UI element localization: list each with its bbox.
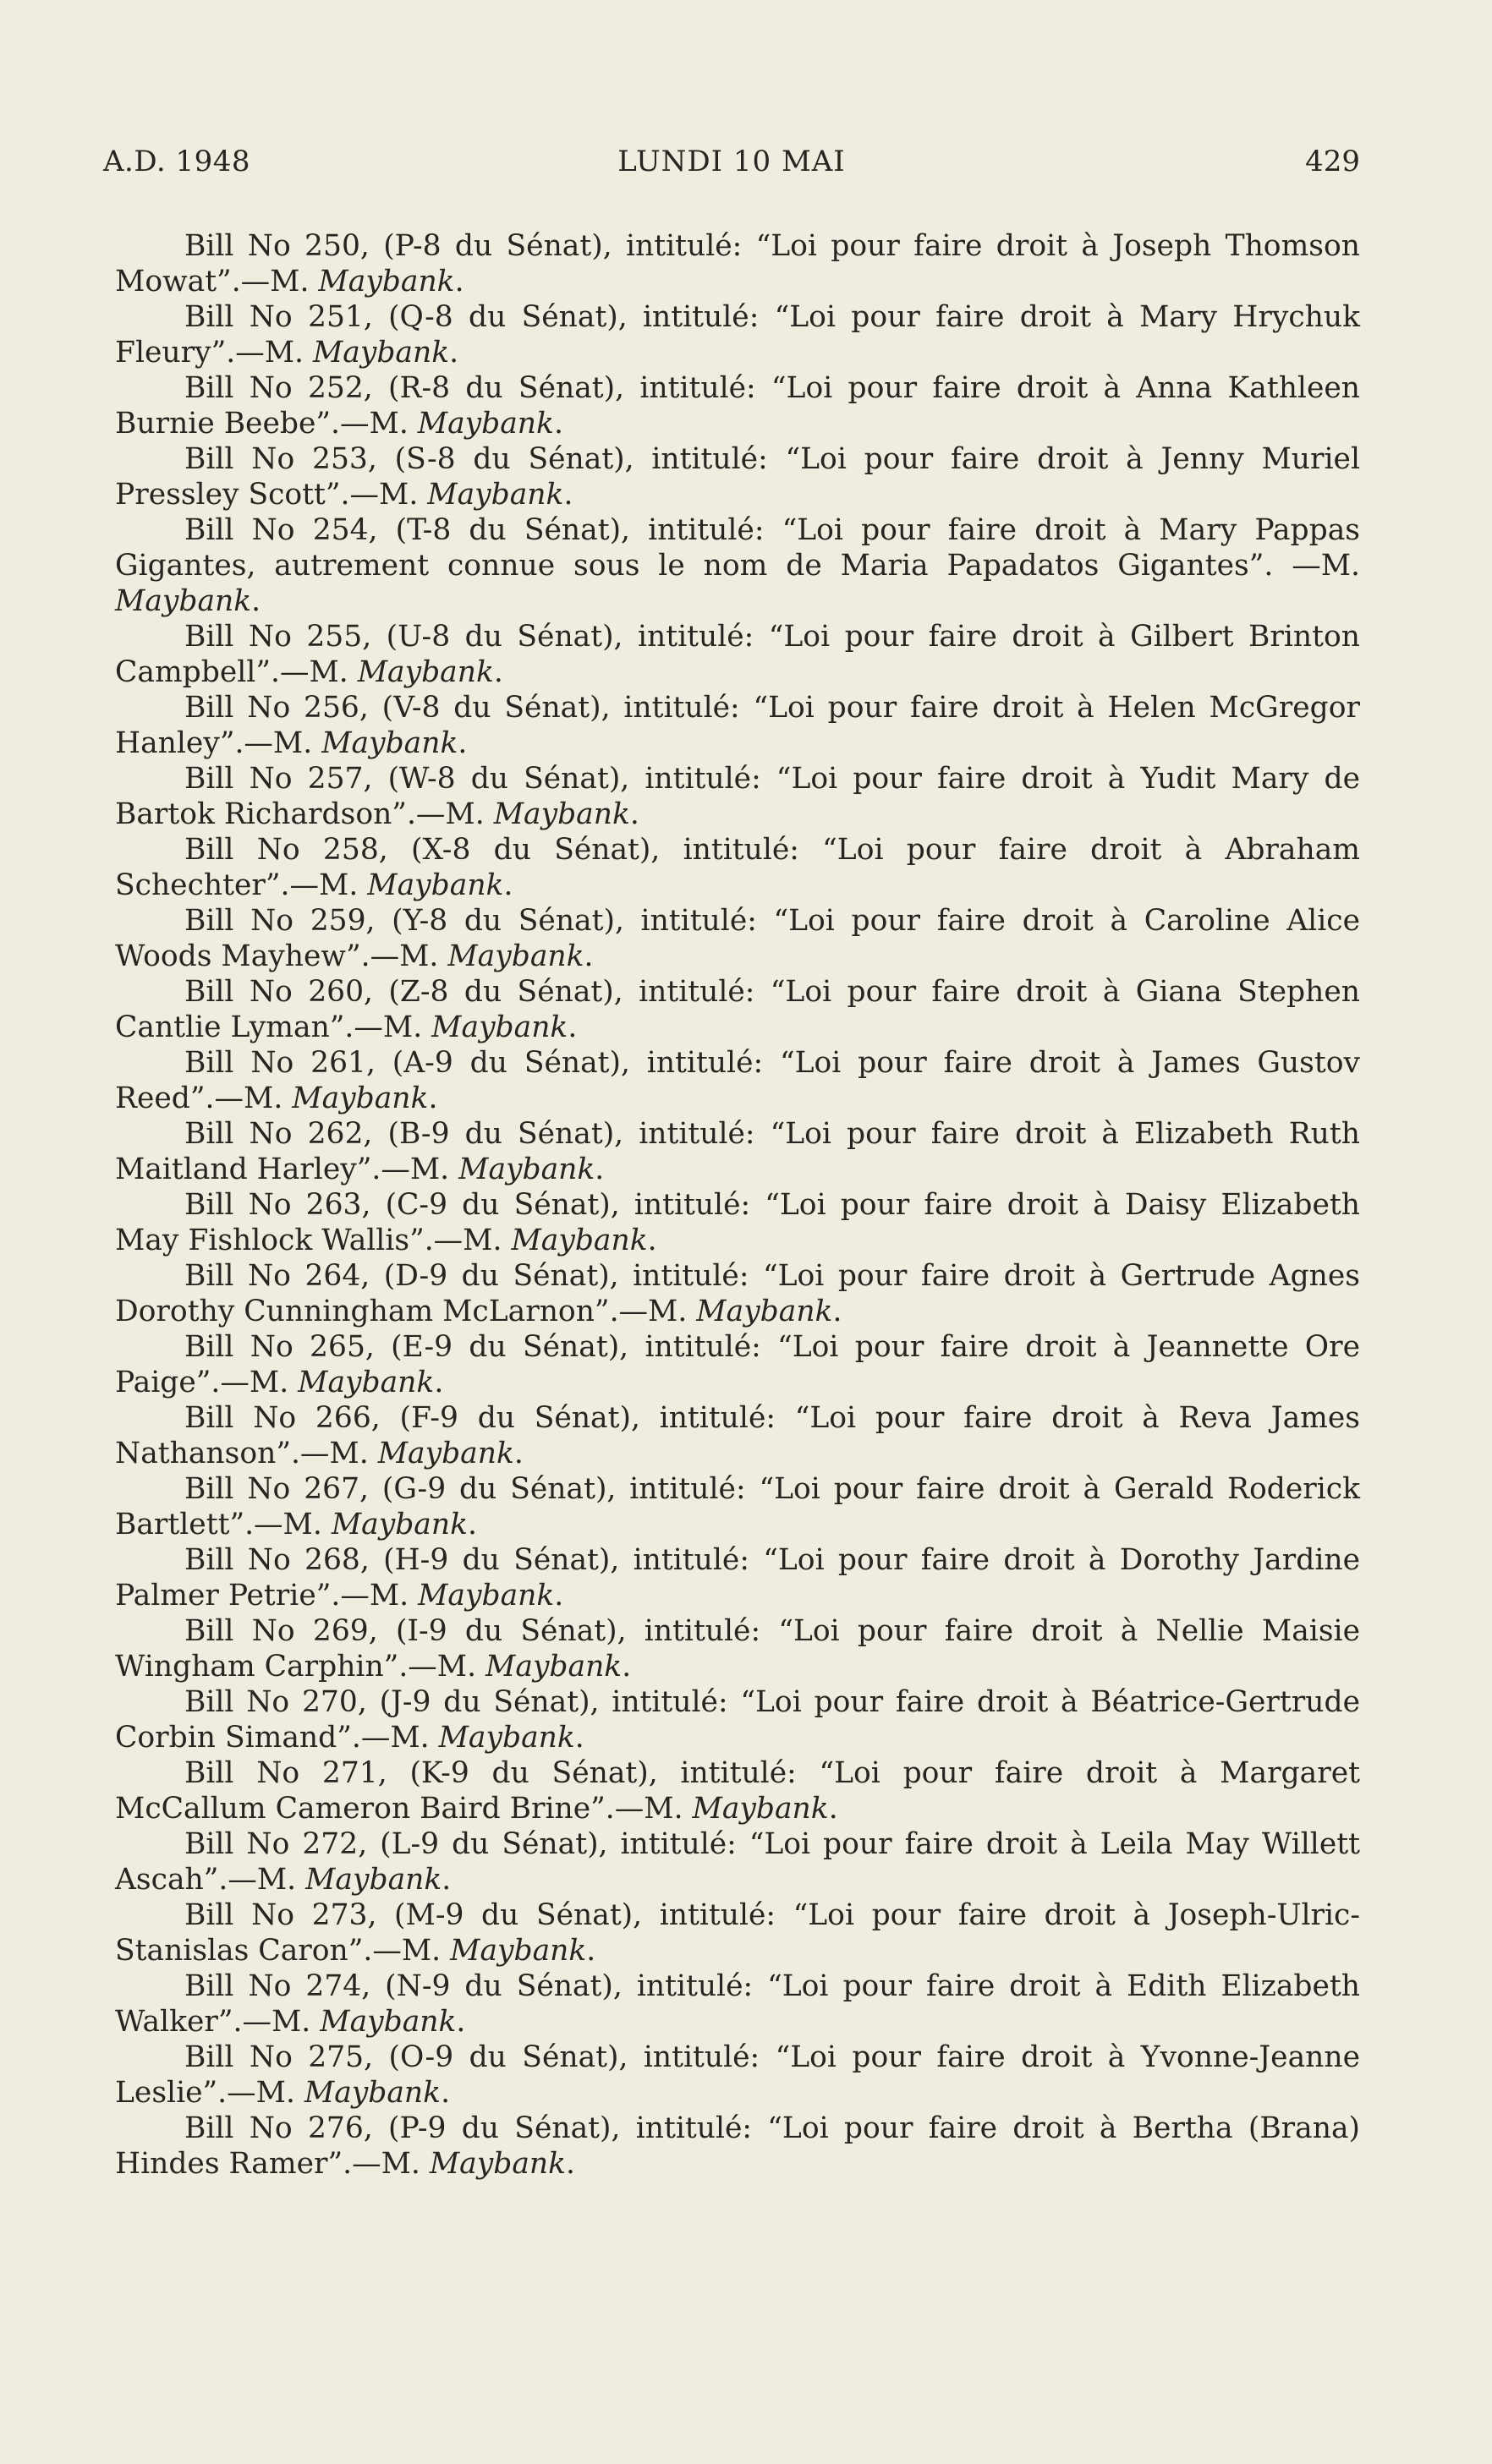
bill-end-punctuation: . (442, 1863, 452, 1897)
bill-entry (115, 1684, 1360, 1755)
bill-mover: Maybank (417, 407, 554, 441)
bill-text: Bill No 259, (Y-8 du Sénat), intitulé: “Loi pour faire droit à Caroline Alice Woods Mayhew”.—M. (115, 904, 1360, 973)
bill-entry (115, 761, 1360, 832)
header-date: LUNDI 10 MAI (617, 145, 846, 178)
bill-end-punctuation: . (434, 1366, 444, 1399)
bill-entry (115, 1471, 1360, 1542)
bill-end-punctuation: . (454, 265, 464, 298)
bill-mover: Maybank (298, 1366, 435, 1399)
bill-mover: Maybank (427, 478, 564, 512)
bill-end-punctuation: . (428, 1081, 438, 1115)
bill-entry (115, 1826, 1360, 1897)
bill-mover: Maybank (511, 1224, 648, 1257)
bill-text: Bill No 275, (O-9 du Sénat), intitulé: “Loi pour faire droit à Yvonne-Jeanne Leslie”.—M. (115, 2040, 1360, 2110)
bill-entry (115, 1968, 1360, 2040)
bill-text: Bill No 256, (V-8 du Sénat), intitulé: “Loi pour faire droit à Helen McGregor Hanley”.—M. (115, 691, 1360, 760)
bill-entry (115, 1400, 1360, 1471)
bill-entry (115, 1613, 1360, 1684)
bill-mover: Maybank (115, 584, 252, 618)
bill-end-punctuation: . (458, 726, 468, 760)
bill-end-punctuation: . (574, 1721, 584, 1755)
bill-end-punctuation: . (568, 1010, 578, 1044)
bill-mover: Maybank (431, 1010, 568, 1044)
bill-entry (115, 1187, 1360, 1258)
bill-end-punctuation: . (468, 1508, 477, 1541)
bill-end-punctuation: . (584, 939, 594, 973)
bill-text: Bill No 255, (U-8 du Sénat), intitulé: “Loi pour faire droit à Gilbert Brinton Campbell”.—M. (115, 620, 1360, 689)
bill-entry (115, 1755, 1360, 1826)
bill-entry (115, 2111, 1360, 2182)
bill-entry (115, 1116, 1360, 1187)
bill-entry (115, 512, 1360, 619)
bill-mover: Maybank (429, 2147, 567, 2181)
bill-text: Bill No 266, (F-9 du Sénat), intitulé: “Loi pour faire droit à Reva James Nathanson”.—M. (115, 1401, 1360, 1470)
bill-text: Bill No 258, (X-8 du Sénat), intitulé: “Loi pour faire droit à Abraham Schechter”.—M. (115, 833, 1360, 902)
bill-text: Bill No 274, (N-9 du Sénat), intitulé: “Loi pour faire droit à Edith Elizabeth Walker”.—M. (115, 1969, 1360, 2039)
bill-mover: Maybank (312, 336, 450, 370)
bill-mover: Maybank (418, 1579, 555, 1613)
bill-entry (115, 1045, 1360, 1116)
bill-mover: Maybank (305, 1863, 442, 1897)
bill-entry (115, 1329, 1360, 1400)
bill-end-punctuation: . (595, 1153, 605, 1186)
bill-end-punctuation: . (503, 868, 513, 902)
bill-entry (115, 228, 1360, 299)
bill-text: Bill No 263, (C-9 du Sénat), intitulé: “Loi pour faire droit à Daisy Elizabeth May Fishlock Wallis”.—M. (115, 1188, 1360, 1257)
bill-mover: Maybank (318, 265, 455, 298)
bill-entry (115, 1258, 1360, 1329)
bill-end-punctuation: . (586, 1934, 596, 1968)
bill-end-punctuation: . (513, 1437, 524, 1470)
bill-text: Bill No 250, (P-8 du Sénat), intitulé: “Loi pour faire droit à Joseph Thomson Mowat”.—M. (115, 229, 1360, 298)
bill-mover: Maybank (331, 1508, 468, 1541)
bill-mover: Maybank (447, 939, 584, 973)
bill-end-punctuation: . (251, 584, 261, 618)
bill-mover: Maybank (292, 1081, 429, 1115)
bill-text: Bill No 262, (B-9 du Sénat), intitulé: “Loi pour faire droit à Elizabeth Ruth Maitland Harley”.—M. (115, 1117, 1360, 1186)
bill-end-punctuation: . (832, 1295, 842, 1328)
bill-end-punctuation: . (553, 407, 563, 441)
bill-entry (115, 903, 1360, 974)
bill-mover: Maybank (367, 868, 504, 902)
page-header (103, 140, 1360, 183)
bill-end-punctuation: . (456, 2005, 466, 2039)
bill-end-punctuation: . (493, 655, 503, 689)
bill-mover: Maybank (692, 1792, 829, 1826)
bill-end-punctuation: . (647, 1224, 657, 1257)
bill-text: Bill No 272, (L-9 du Sénat), intitulé: “Loi pour faire droit à Leila May Willett Ascah”.—M. (115, 1827, 1360, 1897)
bill-entry (115, 832, 1360, 903)
bill-mover: Maybank (485, 1650, 623, 1684)
bill-entry (115, 1542, 1360, 1613)
bill-text: Bill No 267, (G-9 du Sénat), intitulé: “Loi pour faire droit à Gerald Roderick Bartlett”.—M. (115, 1472, 1360, 1541)
bill-text: Bill No 252, (R-8 du Sénat), intitulé: “Loi pour faire droit à Anna Kathleen Burnie Beebe”.—M. (115, 371, 1360, 441)
bill-entry (115, 441, 1360, 512)
bill-end-punctuation: . (629, 797, 639, 831)
bill-text: Bill No 260, (Z-8 du Sénat), intitulé: “Loi pour faire droit à Giana Stephen Cantlie Lyman”.—M. (115, 975, 1360, 1044)
bill-mover: Maybank (321, 726, 458, 760)
bill-entry (115, 2040, 1360, 2111)
bill-end-punctuation: . (554, 1579, 564, 1613)
bill-mover: Maybank (458, 1153, 595, 1186)
bill-mover: Maybank (438, 1721, 575, 1755)
bill-text: Bill No 264, (D-9 du Sénat), intitulé: “Loi pour faire droit à Gertrude Agnes Dorothy Cunningham McLarnon”.—M. (115, 1259, 1360, 1328)
bill-end-punctuation: . (441, 2076, 451, 2110)
bill-text: Bill No 269, (I-9 du Sénat), intitulé: “Loi pour faire droit à Nellie Maisie Wingham Carphin”.—M. (115, 1614, 1360, 1684)
bill-entry (115, 619, 1360, 690)
bill-text: Bill No 271, (K-9 du Sénat), intitulé: “Loi pour faire droit à Margaret McCallum Cameron Baird Brine”.—M. (115, 1756, 1360, 1826)
bill-end-punctuation: . (449, 336, 459, 370)
bill-entry (115, 299, 1360, 370)
bill-entry (115, 370, 1360, 441)
bill-text: Bill No 261, (A-9 du Sénat), intitulé: “Loi pour faire droit à James Gustov Reed”.—M. (115, 1046, 1360, 1115)
bill-mover: Maybank (493, 797, 630, 831)
bill-text: Bill No 276, (P-9 du Sénat), intitulé: “Loi pour faire droit à Bertha (Brana) Hindes Ramer”.—M. (115, 2111, 1360, 2181)
bill-mover: Maybank (304, 2076, 442, 2110)
bill-mover: Maybank (450, 1934, 587, 1968)
bill-text: Bill No 270, (J-9 du Sénat), intitulé: “Loi pour faire droit à Béatrice-Gertrude Corbin Simand”.—M. (115, 1685, 1360, 1755)
header-year: A.D. 1948 (103, 145, 251, 178)
bill-end-punctuation: . (828, 1792, 838, 1826)
bill-text: Bill No 254, (T-8 du Sénat), intitulé: “Loi pour faire droit à Mary Pappas Gigantes, autrement connue sous le nom de Maria Papadatos Gigantes”. —M. (115, 513, 1360, 583)
bill-entry (115, 690, 1360, 761)
bill-mover: Maybank (357, 655, 494, 689)
bill-end-punctuation: . (563, 478, 573, 512)
bill-mover: Maybank (320, 2005, 457, 2039)
bill-entry (115, 1897, 1360, 1968)
bill-text: Bill No 253, (S-8 du Sénat), intitulé: “Loi pour faire droit à Jenny Muriel Pressley Scott”.—M. (115, 442, 1360, 512)
bill-list (115, 228, 1360, 2182)
page-number: 429 (1305, 145, 1360, 178)
bill-entry (115, 974, 1360, 1045)
bill-text: Bill No 273, (M-9 du Sénat), intitulé: “Loi pour faire droit à Joseph-Ulric-Stanislas Caron”.—M. (115, 1898, 1360, 1968)
bill-end-punctuation: . (622, 1650, 632, 1684)
bill-text: Bill No 257, (W-8 du Sénat), intitulé: “Loi pour faire droit à Yudit Mary de Bartok Richardson”.—M. (115, 762, 1360, 831)
bill-mover: Maybank (377, 1437, 514, 1470)
bill-text: Bill No 268, (H-9 du Sénat), intitulé: “Loi pour faire droit à Dorothy Jardine Palmer Petrie”.—M. (115, 1543, 1360, 1613)
bill-text: Bill No 251, (Q-8 du Sénat), intitulé: “Loi pour faire droit à Mary Hrychuk Fleury”.—M. (115, 300, 1360, 370)
bill-end-punctuation: . (566, 2147, 575, 2181)
bill-mover: Maybank (696, 1295, 833, 1328)
bill-text: Bill No 265, (E-9 du Sénat), intitulé: “Loi pour faire droit à Jeannette Ore Paige”.—M. (115, 1330, 1360, 1399)
